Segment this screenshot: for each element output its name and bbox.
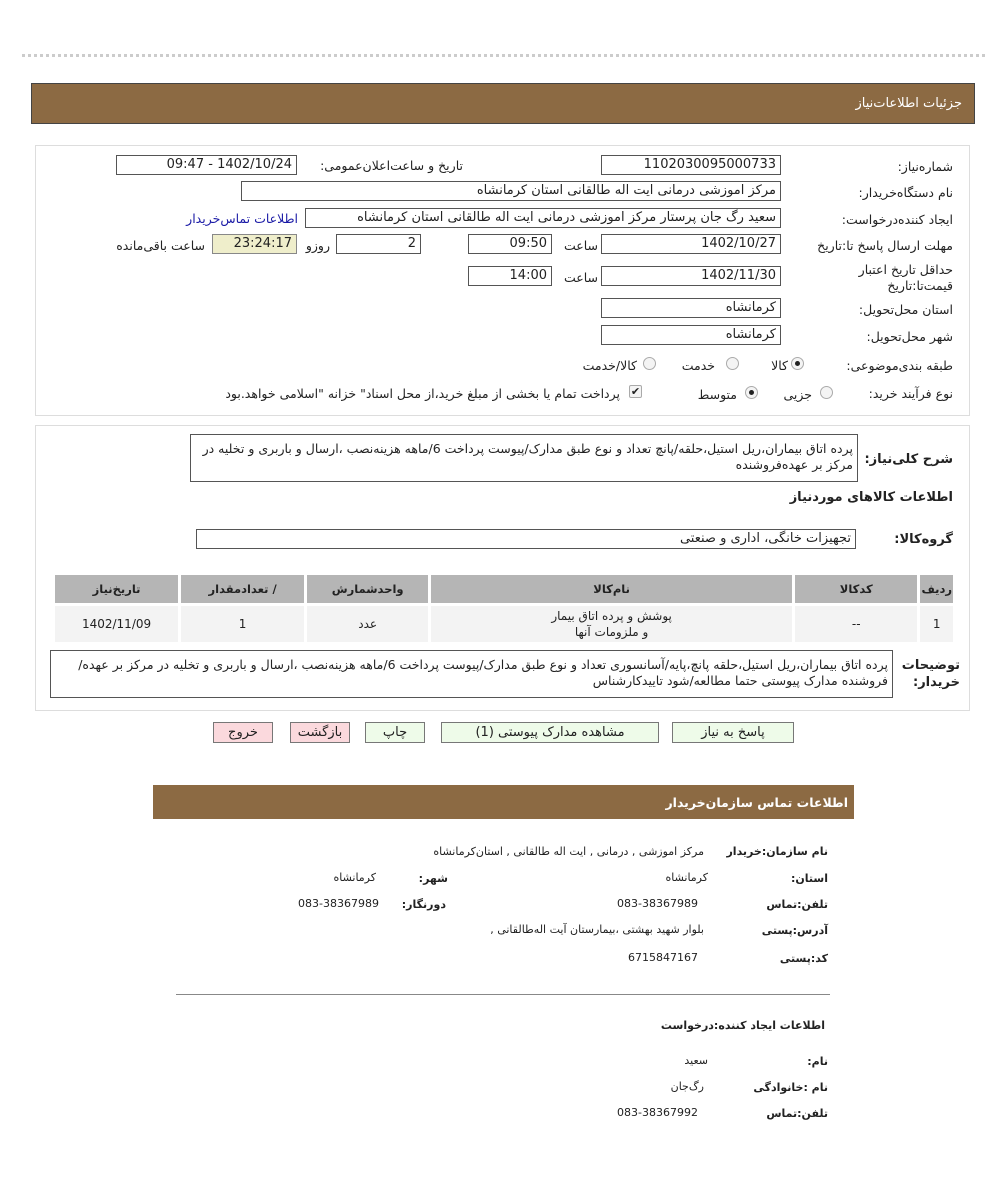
announce-field: 1402/10/24 - 09:47 [116,155,297,175]
payment-checkbox[interactable]: ✔ [630,385,641,398]
validity-time-field: 14:00 [468,266,552,286]
need-number-label: شماره‌نیاز: [897,159,953,174]
page-title: جزئیات اطلاعات‌نیاز [855,96,962,111]
cell-name: پوشش و پرده اتاق بیمار و ملزومات آنها [431,606,792,642]
category-option-goods: کالا [771,358,788,373]
goods-table [52,572,956,645]
contact-province-label: استان: [791,872,828,885]
city-label: شهر محل‌تحویل: [866,329,953,344]
buyer-notes-field: پرده اتاق بیماران،ریل استیل،حلقه پانچ،پایه/آسانسوری تعداد و نوع طبق مدارک/پیوست پرداخت 6/ماهه هزینه‌نصب ،ارسال و باربری و تخلیه در مرکز بر عهده/فروشنده مدارک پیوستی حتما مطالعه/شود تاییدکارشناس [50,650,893,698]
creator-phone-value: 083-38367992 [617,1106,698,1119]
days-field: 2 [336,234,421,254]
contact-city-label: شهر: [418,872,448,885]
category-option-service: خدمت [681,358,715,373]
group-label: گروه‌کالا: [894,532,953,547]
buyer-org-field: مرکز اموزشی درمانی ایت اله طالقانی استان کرمانشاه [241,181,781,201]
col-row: ردیف [920,575,953,603]
reply-button[interactable]: پاسخ به نیاز [672,722,794,743]
summary-label: شرح کلی‌نیاز: [864,452,953,467]
province-field: کرمانشاه [601,298,781,318]
contact-province-value: کرمانشاه [665,871,708,884]
fax-value: 083-38367989 [298,897,379,910]
remaining-label: ساعت باقی‌مانده [116,238,205,253]
remaining-time-field: 23:24:17 [212,234,297,254]
category-radio-service[interactable] [726,357,739,370]
address-label: آدرس:پستی [761,924,828,937]
process-radio-medium[interactable] [745,386,758,399]
family-value: رگ‌جان [670,1080,704,1093]
days-label: روزو [305,238,330,253]
buyer-notes-label: توضیحات خریدار: [901,658,960,690]
print-button[interactable]: چاپ [365,722,425,743]
category-label: طبقه بندی‌موضوعی: [846,358,953,373]
announce-label: تاریخ و ساعت‌اعلان‌عمومی: [320,158,463,173]
col-code: کدکالا [795,575,918,603]
creator-phone-label: تلفن:تماس [766,1107,828,1120]
buyer-org-label: نام دستگاه‌خریدار: [858,185,953,200]
cell-qty: 1 [181,606,304,642]
contact-phone-label: تلفن:تماس [766,898,828,911]
process-radio-minor[interactable] [820,386,833,399]
goods-heading: اطلاعات کالاهای موردنیاز [789,490,953,505]
goods-table-wrap [52,572,956,645]
creator-info-title: اطلاعات ایجاد کننده:درخواست [660,1019,825,1032]
category-radio-goods[interactable] [791,357,804,370]
contact-phone-value: 083-38367989 [617,897,698,910]
creator-field: سعید رگ جان پرستار مرکز اموزشی درمانی ایت اله طالقانی استان کرمانشاه [305,208,781,228]
process-label: نوع فرآیند خرید: [868,386,953,401]
summary-field: پرده اتاق بیماران،ریل استیل،حلقه/پانچ تعداد و نوع طبق مدارک/پیوست پرداخت 6/ماهه هزینه‌نصب ،ارسال و باربری و تخلیه در مرکز بر عهده‌فروشنده [190,434,858,482]
validity-date-field: 1402/11/30 [601,266,781,286]
deadline-label: مهلت ارسال پاسخ تا:تاریخ [817,238,953,253]
col-unit: واحدشمارش [307,575,428,603]
creator-label: ایجاد کننده‌درخواست: [841,212,953,227]
payment-note: پرداخت تمام یا بخشی از مبلغ خرید،از محل اسناد" خزانه "اسلامی خواهد.بود [225,386,620,401]
category-option-both: کالا/خدمت [582,358,637,373]
contact-city-value: کرمانشاه [333,871,376,884]
postal-label: کد:پستی [779,952,828,965]
group-field: تجهیزات خانگی، اداری و صنعتی [196,529,856,549]
need-number-field: 1102030095000733 [601,155,781,175]
col-qty: / تعدادمقدار [181,575,304,603]
deadline-time-field: 09:50 [468,234,552,254]
name-label: نام: [807,1055,828,1068]
cell-code: -- [795,606,918,642]
col-name: نام‌کالا [431,575,792,603]
top-divider [22,54,985,57]
back-button[interactable]: بازگشت [290,722,350,743]
contact-divider [176,994,830,995]
contact-header [153,785,854,819]
deadline-time-label: ساعت [563,238,598,253]
fax-label: دورنگار: [401,898,446,911]
cell-unit: عدد [307,606,428,642]
table-header-row [55,575,953,603]
process-option-medium: متوسط [697,387,737,402]
validity-label: حداقل تاریخ اعتبار قیمت‌تا:تاریخ [858,262,953,293]
exit-button[interactable]: خروج [213,722,273,743]
cell-row: 1 [920,606,953,642]
cell-date: 1402/11/09 [55,606,178,642]
col-date: تاریخ‌نیاز [55,575,178,603]
city-field: کرمانشاه [601,325,781,345]
buyer-contact-link[interactable]: اطلاعات تماس‌خریدار [186,211,298,226]
postal-value: 6715847167 [628,951,698,964]
validity-time-label: ساعت [563,270,598,285]
address-value: بلوار شهید بهشتی ،بیمارستان آیت اله‌طالقانی , [490,923,704,936]
table-row [55,606,953,642]
org-value: مرکز اموزشی , درمانی , ایت اله طالقانی , استان‌کرمانشاه [433,845,704,858]
contact-title: اطلاعات تماس سازمان‌خریدار [665,795,848,810]
page-header [31,83,975,124]
category-radio-both[interactable] [643,357,656,370]
family-label: نام :خانوادگی [753,1081,828,1094]
name-value: سعید [684,1054,708,1067]
process-option-minor: جزیی [783,387,812,402]
view-attachments-button[interactable]: مشاهده مدارک پیوستی (1) [441,722,659,743]
org-label: نام سازمان:خریدار [726,845,828,858]
province-label: استان محل‌تحویل: [858,302,953,317]
deadline-date-field: 1402/10/27 [601,234,781,254]
